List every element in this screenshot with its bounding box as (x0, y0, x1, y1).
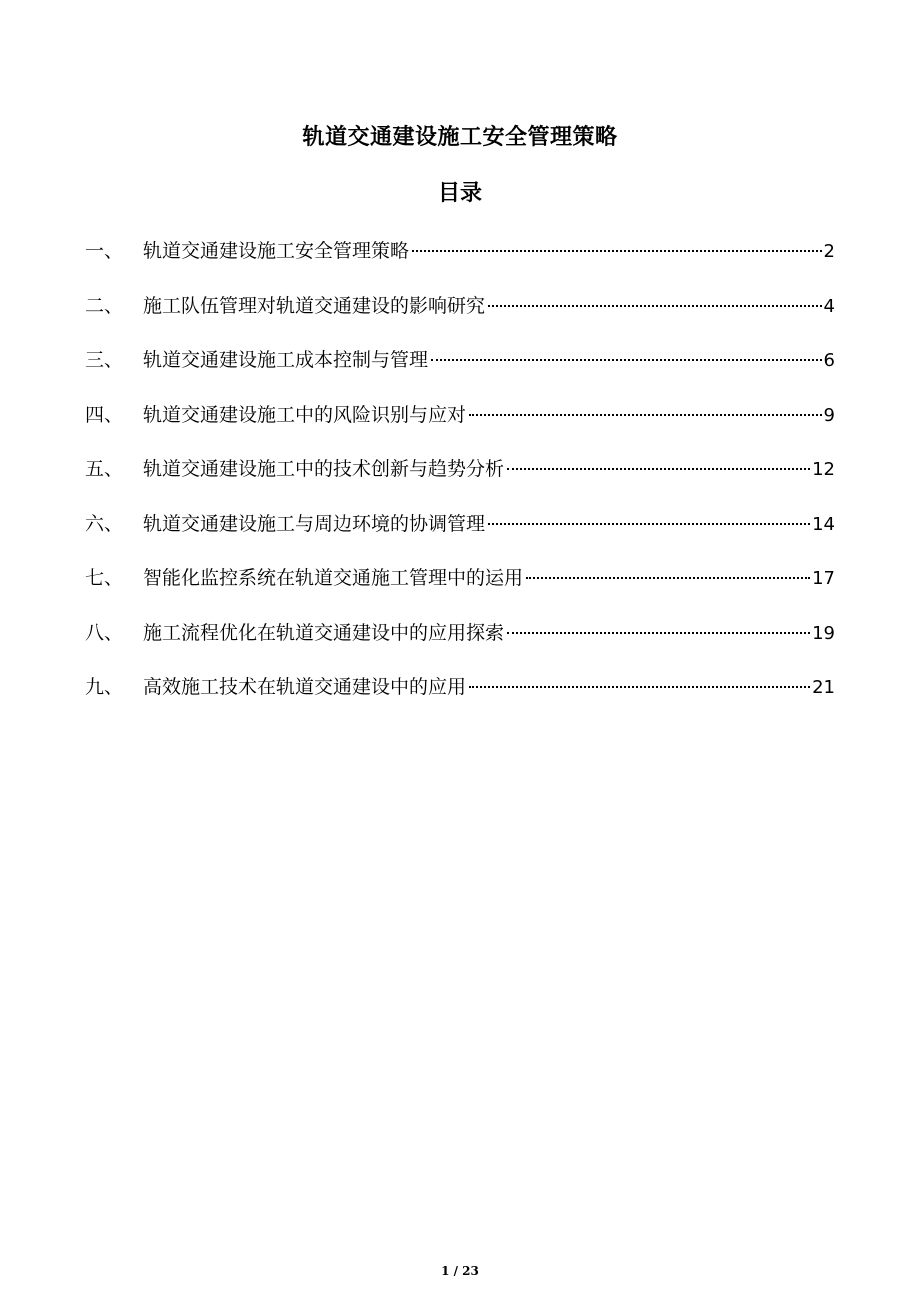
toc-entry[interactable] (85, 342, 835, 397)
toc-entry-page: 9 (823, 404, 835, 426)
toc-entry-number: 五、 (85, 458, 124, 480)
toc-entry-page: 12 (812, 459, 835, 480)
toc-entry[interactable] (85, 451, 835, 506)
toc-entry[interactable] (85, 233, 835, 288)
toc-heading: 目录 (437, 181, 482, 206)
toc-entry-page: 21 (812, 677, 835, 698)
toc-entry-number: 二、 (85, 294, 124, 317)
toc-entry-title: 轨道交通建设施工安全管理策略 (143, 240, 410, 262)
toc-entry-number: 八、 (85, 621, 124, 644)
toc-entry[interactable] (85, 288, 835, 343)
page-number-footer: 1 / 23 (441, 1264, 479, 1278)
toc-dot-leader (412, 250, 822, 252)
toc-entry-number: 九、 (85, 676, 124, 698)
toc-entry-page: 4 (823, 295, 835, 317)
toc-entry-number: 一、 (85, 240, 124, 262)
toc-dot-leader (431, 359, 822, 361)
toc-dot-leader (507, 468, 810, 470)
toc-entry[interactable] (85, 560, 835, 615)
toc-entry-page: 19 (812, 622, 835, 644)
toc-dot-leader (488, 523, 810, 525)
toc-entry-title: 施工流程优化在轨道交通建设中的应用探索 (143, 621, 505, 644)
toc-entry[interactable] (85, 615, 835, 670)
toc-entry-page: 14 (812, 513, 835, 535)
toc-entry-title: 高效施工技术在轨道交通建设中的应用 (143, 676, 467, 698)
table-of-contents (85, 233, 835, 724)
toc-entry-title: 轨道交通建设施工与周边环境的协调管理 (143, 512, 486, 535)
toc-entry-title: 轨道交通建设施工中的技术创新与趋势分析 (143, 458, 505, 480)
toc-dot-leader (526, 577, 810, 579)
toc-entry-title: 施工队伍管理对轨道交通建设的影响研究 (143, 294, 486, 317)
toc-entry-number: 四、 (85, 403, 124, 426)
toc-entry[interactable] (85, 506, 835, 561)
toc-entry-title: 轨道交通建设施工成本控制与管理 (143, 349, 429, 371)
toc-entry[interactable] (85, 669, 835, 724)
document-title: 轨道交通建设施工安全管理策略 (302, 125, 618, 150)
toc-entry-page: 17 (812, 568, 835, 589)
toc-entry-title: 智能化监控系统在轨道交通施工管理中的运用 (143, 567, 524, 589)
toc-dot-leader (488, 305, 822, 307)
toc-entry-page: 6 (823, 350, 835, 371)
toc-entry-page: 2 (823, 241, 835, 262)
toc-entry[interactable] (85, 397, 835, 452)
toc-dot-leader (469, 686, 810, 688)
toc-dot-leader (507, 632, 810, 634)
toc-entry-title: 轨道交通建设施工中的风险识别与应对 (143, 403, 467, 426)
toc-dot-leader (469, 414, 822, 416)
toc-entry-number: 三、 (85, 349, 124, 371)
toc-entry-number: 七、 (85, 567, 124, 589)
toc-entry-number: 六、 (85, 512, 124, 535)
